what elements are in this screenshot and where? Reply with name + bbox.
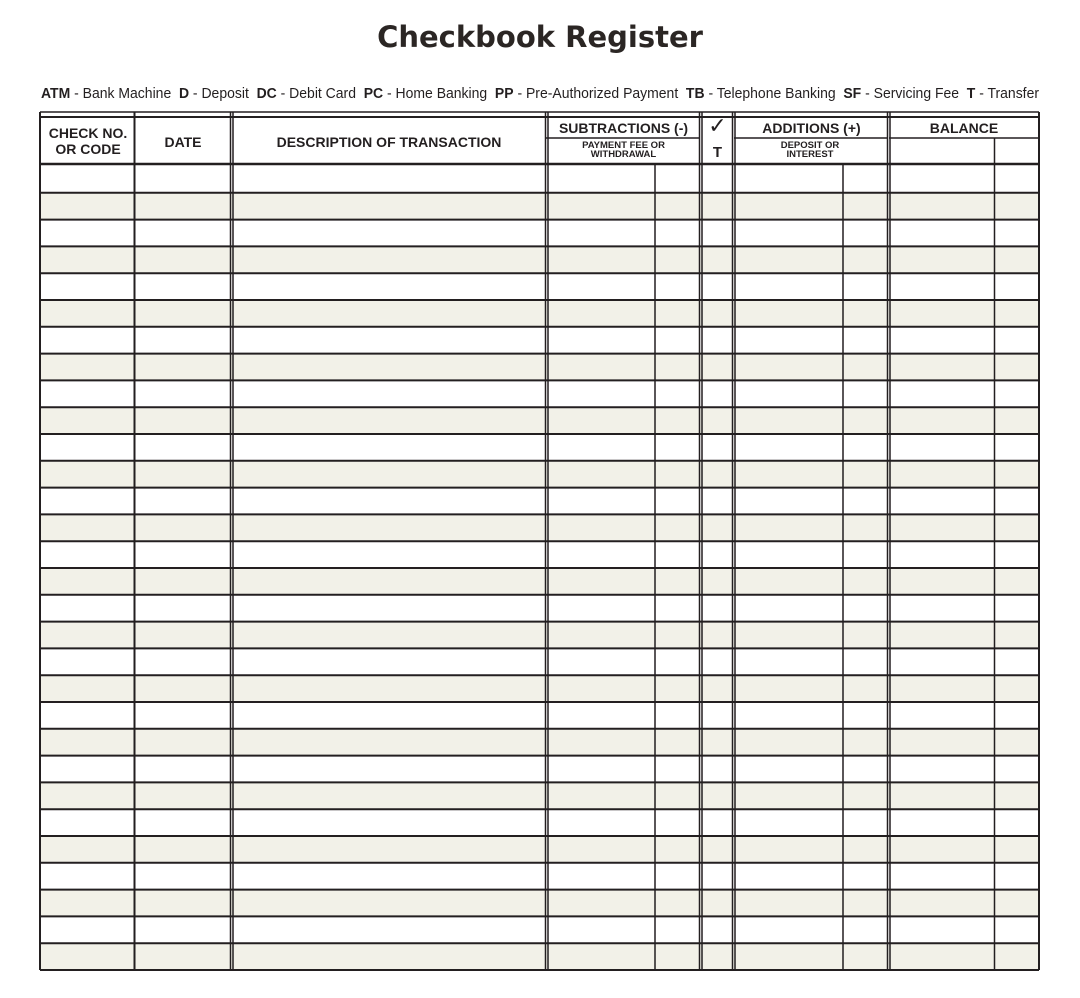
legend-meaning: - Servicing Fee — [861, 86, 960, 102]
header-subtractions: SUBTRACTIONS (-) — [558, 120, 689, 136]
legend-code: ATM — [41, 86, 71, 102]
header-balance: BALANCE — [929, 120, 999, 136]
header-payment-fee — [547, 141, 700, 159]
row-stripe — [40, 782, 1039, 809]
row-stripe — [40, 622, 1039, 649]
row-stripe — [40, 943, 1039, 970]
page-title: Checkbook Register — [377, 20, 703, 54]
row-stripe — [40, 300, 1039, 327]
row-stripe — [40, 461, 1039, 488]
row-stripe — [40, 407, 1039, 434]
legend-meaning: - Home Banking — [383, 86, 488, 102]
header-date: DATE — [164, 134, 202, 150]
header-check-no-line1: CHECK NO. — [48, 125, 128, 141]
legend-code: PC — [363, 86, 384, 102]
header-check-no-line2: OR CODE — [55, 141, 121, 157]
row-stripe — [40, 354, 1039, 381]
header-deposit — [735, 141, 885, 159]
legend-code: DC — [256, 86, 277, 102]
legend-meaning: - Transfer — [975, 86, 1039, 102]
header-t: T — [712, 144, 723, 161]
row-stripe — [40, 246, 1039, 273]
header-additions: ADDITIONS (+) — [762, 120, 861, 136]
legend-meaning: - Bank Machine — [70, 86, 172, 102]
row-stripe — [40, 836, 1039, 863]
legend-meaning: - Debit Card — [276, 86, 356, 102]
legend-meaning: - Deposit — [189, 86, 249, 102]
legend-code: SF — [843, 86, 862, 102]
row-stripe — [40, 890, 1039, 917]
legend-code: TB — [685, 86, 705, 102]
row-stripe — [40, 568, 1039, 595]
check-mark-icon: ✓ — [708, 114, 727, 139]
row-stripe — [40, 675, 1039, 702]
header-deposit-line1: DEPOSIT OR — [780, 140, 840, 151]
header-payment-fee-line2: WITHDRAWAL — [590, 149, 657, 161]
row-stripe — [40, 729, 1039, 756]
legend-code: D — [178, 86, 190, 102]
header-check-no — [41, 126, 135, 156]
legend-meaning: - Telephone Banking — [704, 86, 836, 102]
row-stripe — [40, 514, 1039, 541]
header-deposit-line2: INTEREST — [786, 149, 834, 161]
header-payment-fee-line1: PAYMENT FEE OR — [582, 140, 665, 151]
legend-meaning: - Pre-Authorized Payment — [513, 86, 679, 102]
legend-code: T — [966, 86, 976, 102]
row-stripe — [40, 193, 1039, 220]
legend-code: PP — [494, 86, 514, 102]
header-description: DESCRIPTION OF TRANSACTION — [276, 134, 502, 150]
